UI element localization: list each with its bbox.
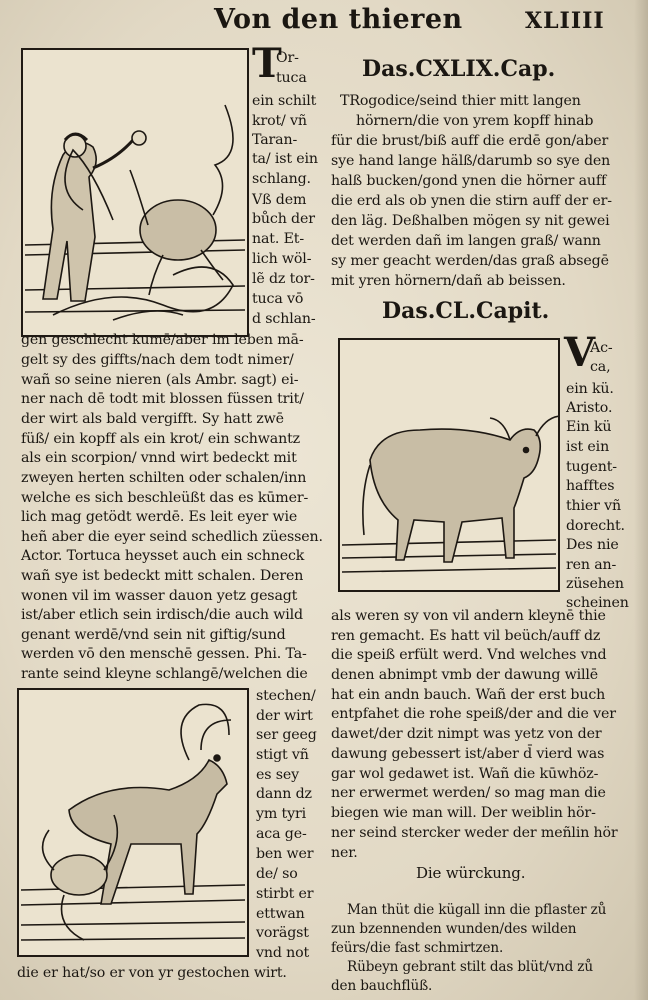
goats-illustration	[19, 690, 247, 955]
text-line: die speiß erfült werd. Vnd welches vnd	[331, 647, 607, 663]
text-line: vnd not	[256, 945, 310, 961]
text-line: ren gemacht. Es hatt vil beüch/auff dz	[331, 628, 601, 644]
text-line: stirbt er	[256, 886, 314, 902]
drop-cap-t: T	[252, 40, 282, 87]
text-line: aca ge-	[256, 826, 307, 842]
text-line: hörnern/die von yrem kopff hinab	[356, 113, 594, 129]
text-line: ist ein	[566, 439, 610, 455]
text-line: sy mer geacht werden/das graß absegē	[331, 253, 609, 269]
text-line: lich wöl-	[252, 251, 312, 267]
woodcut-tortoise	[21, 48, 249, 337]
text-line: ein schilt	[252, 93, 317, 109]
text-line: züsehen	[566, 576, 624, 592]
text-line: hafftes	[566, 478, 615, 494]
text-line: dawung gebessert ist/aber d̄ vierd was	[331, 746, 605, 762]
text-line: werden vō den menschē gessen. Phi. Ta-	[21, 646, 307, 662]
text-line: Ac-	[590, 340, 613, 356]
text-line: tuca vō	[252, 291, 304, 307]
text-line: Or-	[276, 50, 299, 66]
text-line: als ein scorpion/ vnnd wirt bedeckt mit	[21, 450, 297, 466]
text-line: ser geeg	[256, 727, 317, 743]
text-line: ein kü.	[566, 381, 614, 397]
text-line: Actor. Tortuca heysset auch ein schneck	[21, 548, 305, 564]
text-line: gen geschlecht kumē/aber im leben mā-	[21, 332, 304, 348]
page-edge-shadow	[634, 0, 648, 1000]
text-line: dann dz	[256, 786, 312, 802]
text-line: füß/ ein kopff als ein krot/ ein schwantz	[21, 431, 300, 447]
text-line: ren an-	[566, 557, 617, 573]
text-line: für die brust/biß auff die erdē gon/aber	[331, 133, 609, 149]
text-line: Man thüt die kügall inn die pflaster zů	[347, 902, 607, 918]
woodcut-goats	[17, 688, 249, 957]
text-line: biegen wie man will. Der weiblin hör-	[331, 805, 596, 821]
cow-illustration	[340, 340, 558, 590]
tortoise-snake-illustration	[23, 50, 247, 335]
text-line: feürs/die fast schmirtzen.	[331, 940, 504, 956]
text-line: der wirt	[256, 708, 313, 724]
text-line: Taran-	[252, 132, 298, 148]
text-line: gar wol gedawet ist. Wañ die kūwhöz-	[331, 766, 599, 782]
text-line: de/ so	[256, 866, 298, 882]
text-line: dawet/der dzit nimpt was yetz von der	[331, 726, 602, 742]
text-line: sye hand lange hälß/darumb so sye den	[331, 153, 611, 169]
text-line: mit yren hörnern/dañ ab beissen.	[331, 273, 566, 289]
text-line: ner nach dē todt mit blossen füssen trit/	[21, 391, 304, 407]
text-line-last: die er hat/so er von yr gestochen wirt.	[17, 965, 287, 981]
text-line: denen abnimpt vmb der dawung willē	[331, 667, 599, 683]
text-line: ettwan	[256, 906, 305, 922]
text-line: rante seind kleyne schlangē/welchen die	[21, 666, 308, 682]
running-header: Von den thieren	[214, 4, 463, 35]
text-line: ner erwermet werden/ so mag man die	[331, 785, 606, 801]
text-line: ner.	[331, 845, 358, 861]
text-line: stigt vñ	[256, 747, 309, 763]
text-line: es sey	[256, 767, 299, 783]
text-line: heñ aber die eyer seind schedlich züessen.	[21, 529, 323, 545]
text-line: stechen/	[256, 688, 316, 704]
text-line: TRogodice/seind thier mitt langen	[340, 93, 581, 109]
text-line: schlang.	[252, 171, 311, 187]
text-line: tuca	[276, 70, 307, 86]
text-line: hat ein andn bauch. Wañ der erst buch	[331, 687, 606, 703]
text-line: krot/ vñ	[252, 113, 307, 129]
effects-subheading: Die würckung.	[416, 864, 526, 882]
text-line: zun bzennenden wunden/des wilden	[331, 921, 577, 937]
folio-number: XLIIII	[525, 8, 605, 34]
text-line: det werden dañ im langen graß/ wann	[331, 233, 601, 249]
text-line: ta/ ist ein	[252, 151, 318, 167]
text-line: Des nie	[566, 537, 619, 553]
text-line: lich mag getödt werdē. Es leit eyer wie	[21, 509, 298, 525]
text-line: halß bucken/gond ynen die hörner auff	[331, 173, 607, 189]
text-line: die erd als ob ynen die stirn auff der er-	[331, 193, 612, 209]
text-line: lẽ dz tor-	[252, 271, 315, 287]
text-line: Aristo.	[566, 400, 613, 416]
text-line: nat. Et-	[252, 231, 304, 247]
text-line: den bauchflüß.	[331, 978, 433, 994]
text-line: bůch der	[252, 211, 315, 227]
text-line: vorägst	[256, 925, 309, 941]
text-line: scheinen	[566, 595, 629, 611]
text-line: wonen vil im wasser dauon yetz gesagt	[21, 588, 298, 604]
text-line: wañ so seine nieren (als Ambr. sagt) ei-	[21, 372, 299, 388]
text-line: zweyen herten schilten oder schalen/inn	[21, 470, 307, 486]
text-line: den läg. Deßhalben mögen sy nit gewei	[331, 213, 610, 229]
text-line: ben wer	[256, 846, 314, 862]
woodcut-cow	[338, 338, 560, 592]
chapter-149-heading: Das.CXLIX.Cap.	[362, 56, 556, 82]
text-line: thier vñ	[566, 498, 622, 514]
text-line: ym tyri	[256, 806, 306, 822]
text-line: d schlan-	[252, 311, 316, 327]
text-line: ner seind stercker weder der meñlin hör	[331, 825, 618, 841]
text-line: als weren sy von vil andern kleynē thie	[331, 608, 606, 624]
text-line: ist/aber etlich sein irdisch/die auch wild	[21, 607, 303, 623]
text-line: Rübeyn gebrant stilt das blüt/vnd zů	[347, 959, 593, 975]
chapter-150-heading: Das.CL.Capit.	[382, 298, 550, 324]
drop-cap-v: V	[564, 329, 596, 376]
text-line: ca,	[590, 359, 611, 375]
text-line: wañ sye ist bedeckt mitt schalen. Deren	[21, 568, 304, 584]
text-line: tugent-	[566, 459, 617, 475]
text-line: dorecht.	[566, 518, 625, 534]
text-line: Ein kü	[566, 419, 612, 435]
text-line: Vß dem	[252, 192, 307, 208]
text-line: welche es sich beschleüßt das es kūmer-	[21, 490, 309, 506]
text-line: der wirt als bald vergifft. Sy hatt zwē	[21, 411, 284, 427]
text-line: gelt sy des giffts/nach dem todt nimer/	[21, 352, 294, 368]
text-line: entpfahet die rohe speiß/der and die ver	[331, 706, 616, 722]
text-line: genant werdē/vnd sein nit giftig/sund	[21, 627, 286, 643]
